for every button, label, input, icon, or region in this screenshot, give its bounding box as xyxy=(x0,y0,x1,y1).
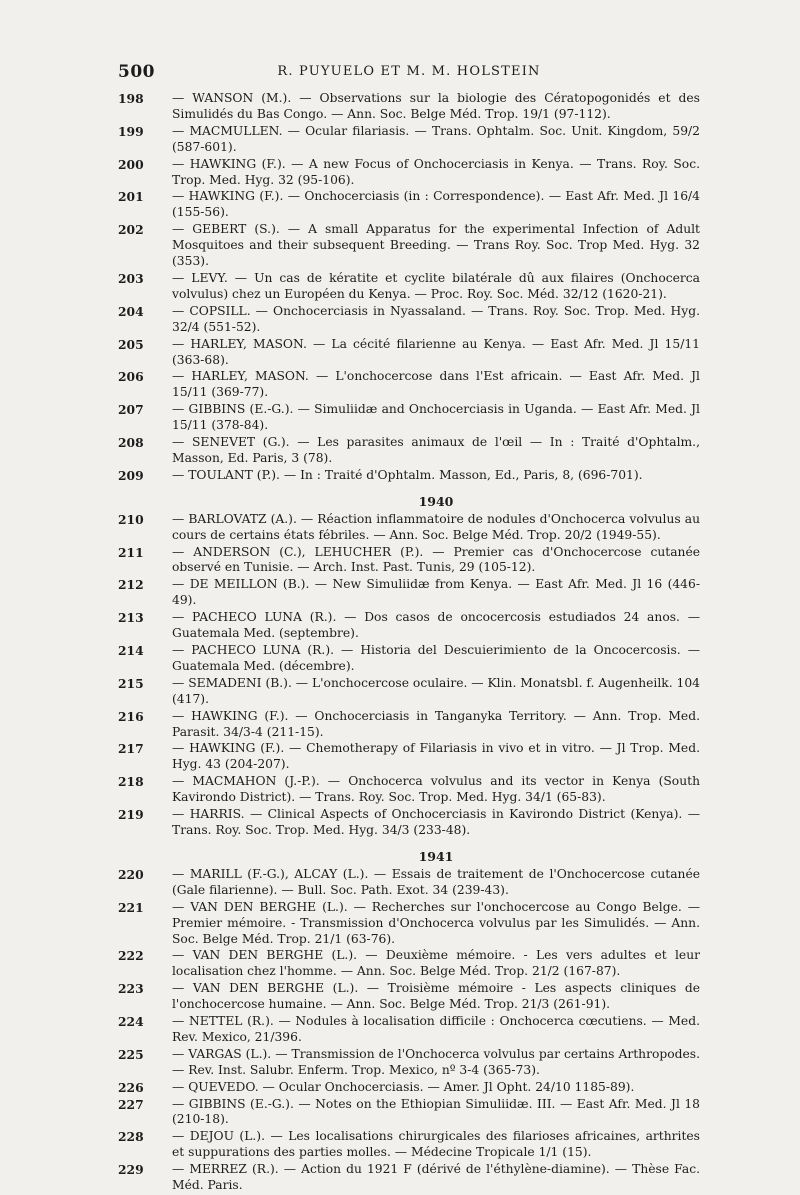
entry-text: — QUEVEDO. — Ocular Onchocerciasis. — Amer. Jl Opht. 24/10 1185-89). xyxy=(172,1079,635,1094)
bibliography-entry xyxy=(118,124,700,156)
entry-text: — DEJOU (L.). — Les localisations chirurgicales des filarioses africaines, arthrites et suppurations des parties molles. — Médecine Tropicale 1/1 (15). xyxy=(172,1129,700,1160)
entry-number: 205 xyxy=(118,336,144,352)
entry-text: — HAWKING (F.). — Onchocerciasis in Tanganyka Territory. — Ann. Trop. Med. Parasit. 34/3-4 (211-15). xyxy=(172,708,700,739)
entry-text: — VAN DEN BERGHE (L.). — Deuxième mémoire. - Les vers adultes et leur localisation chez l'homme. — Ann. Soc. Belge Méd. Trop. 21/2 (167-87). xyxy=(172,948,700,979)
bibliography-entry xyxy=(118,222,700,270)
page-header xyxy=(118,62,700,84)
entry-number: 208 xyxy=(118,435,144,451)
bibliography-entry xyxy=(118,900,700,948)
bibliography-entry xyxy=(118,189,700,221)
entry-text: — HARLEY, MASON. — La cécité filarienne au Kenya. — East Afr. Med. Jl 15/11 (363-68). xyxy=(172,336,700,367)
entry-text: — HARRIS. — Clinical Aspects of Onchocerciasis in Kavirondo District (Kenya). — Trans. Roy. Soc. Trop. Med. Hyg. 34/3 (233-48). xyxy=(172,807,700,837)
entry-number: 222 xyxy=(118,948,144,964)
bibliography-entry xyxy=(118,741,700,773)
entry-number: 207 xyxy=(118,402,144,418)
bibliography-entry xyxy=(118,577,700,609)
entry-text: — LEVY. — Un cas de kératite et cyclite bilatérale dû aux filaires (Onchocerca volvulus) chez un Européen du Kenya. — Proc. Roy. Soc. Méd. 32/12 (1620-21). xyxy=(172,270,700,301)
bibliography-entry xyxy=(118,948,700,980)
bibliography-entry xyxy=(118,807,700,839)
entry-number: 215 xyxy=(118,675,144,691)
entry-number: 211 xyxy=(118,544,144,560)
bibliography-entry xyxy=(118,1162,700,1194)
year-heading: 1941 xyxy=(418,848,454,864)
entry-text: — HAWKING (F.). — A new Focus of Onchocerciasis in Kenya. — Trans. Roy. Soc. Trop. Med. Hyg. 32 (95-106). xyxy=(172,156,700,187)
bibliography-entry xyxy=(118,91,700,123)
entry-text: — TOULANT (P.). — In : Traité d'Ophtalm. Masson, Ed., Paris, 8, (696-701). xyxy=(172,467,643,482)
entry-text: — GIBBINS (E.-G.). — Simuliidæ and Onchocerciasis in Uganda. — East Afr. Med. Jl 15/11 (378-84). xyxy=(172,402,700,433)
bibliography-entry xyxy=(118,304,700,336)
entry-number: 212 xyxy=(118,577,144,593)
entry-text: — ANDERSON (C.), LEHUCHER (P.). — Premier cas d'Onchocercose cutanée observé en Tunisie. — Arch. Inst. Past. Tunis, 29 (105-12). xyxy=(172,544,700,575)
entry-text: — MACMAHON (J.-P.). — Onchocerca volvulus and its vector in Kenya (South Kavirondo District). — Trans. Roy. Soc. Trop. Med. Hyg. 34/1 (65-83). xyxy=(172,774,700,805)
bibliography-entry xyxy=(118,369,700,401)
entry-number: 198 xyxy=(118,91,144,106)
entry-text: — HAWKING (F.). — Onchocerciasis (in : Correspondence). — East Afr. Med. Jl 16/4 (155-56). xyxy=(172,189,700,220)
entry-text: — MERREZ (R.). — Action du 1921 F (dérivé de l'éthylène-diamine). — Thèse Fac. Méd. Paris. xyxy=(172,1162,700,1193)
entry-number: 229 xyxy=(118,1162,144,1178)
entry-number: 221 xyxy=(118,899,144,915)
bibliography-entry xyxy=(118,643,700,675)
bibliography-entry xyxy=(118,676,700,708)
entry-number: 218 xyxy=(118,774,144,790)
running-head: R. PUYUELO ET M. M. HOLSTEIN xyxy=(277,64,541,79)
bibliography-entry xyxy=(118,435,700,467)
bibliography-entry xyxy=(118,1080,700,1096)
bibliography-entry xyxy=(118,512,700,544)
entry-text: — BARLOVATZ (A.). — Réaction inflammatoire de nodules d'Onchocerca volvulus au cours de certains états fébriles. — Ann. Soc. Belge Méd. Trop. 20/2 (1949-55). xyxy=(172,511,700,542)
entry-number: 220 xyxy=(118,866,144,882)
entry-text: — GEBERT (S.). — A small Apparatus for the experimental Infection of Adult Mosquitoes and their subsequent Breeding. — Trans Roy. Soc. Trop Med. Hyg. 32 (353). xyxy=(172,222,700,269)
entry-number: 214 xyxy=(118,643,144,658)
entry-number: 219 xyxy=(118,807,144,823)
bibliography-entry xyxy=(118,545,700,577)
entry-number: 206 xyxy=(118,369,144,385)
entry-text: — VARGAS (L.). — Transmission de l'Onchocerca volvulus par certains Arthropodes. — Rev. Inst. Salubr. Enferm. Trop. Mexico, nº 3-4 (365-73). xyxy=(172,1046,700,1077)
entry-number: 216 xyxy=(118,708,144,724)
entry-text: — SEMADENI (B.). — L'onchocercose oculaire. — Klin. Monatsbl. f. Augenheilk. 104 (417). xyxy=(172,675,701,706)
entry-number: 223 xyxy=(118,981,144,997)
entry-text: — DE MEILLON (B.). — New Simuliidæ from Kenya. — East Afr. Med. Jl 16 (446-49). xyxy=(172,577,700,608)
bibliography-entry xyxy=(118,1097,700,1129)
entry-number: 204 xyxy=(118,303,144,319)
entry-text: — VAN DEN BERGHE (L.). — Troisième mémoire - Les aspects cliniques de l'onchocercose humaine. — Ann. Soc. Belge Méd. Trop. 21/3 (261-91). xyxy=(172,981,700,1012)
year-heading: 1940 xyxy=(418,493,454,509)
entry-text: — HARLEY, MASON. — L'onchocercose dans l'Est africain. — East Afr. Med. Jl 15/11 (369-77). xyxy=(172,369,700,400)
bibliography-entry xyxy=(118,1129,700,1161)
entry-text: — SENEVET (G.). — Les parasites animaux de l'œil — In : Traité d'Ophtalm., Masson, Ed. Paris, 3 (78). xyxy=(172,435,700,465)
entry-number: 209 xyxy=(118,467,144,483)
entry-number: 202 xyxy=(118,222,144,238)
bibliography-entry xyxy=(118,774,700,806)
entry-text: — HAWKING (F.). — Chemotherapy of Filariasis in vivo et in vitro. — Jl Trop. Med. Hyg. 43 (204-207). xyxy=(172,741,700,772)
entry-number: 224 xyxy=(118,1014,144,1030)
bibliography-entry xyxy=(118,610,700,642)
entry-text: — WANSON (M.). — Observations sur la biologie des Cératopogonidés et des Simulidés du Bas Congo. — Ann. Soc. Belge Méd. Trop. 19/1 (97-112). xyxy=(172,91,700,121)
bibliography-list xyxy=(118,91,700,1195)
entry-text: — PACHECO LUNA (R.). — Historia del Descuierimiento de la Oncocercosis. — Guatemala Med. (décembre). xyxy=(172,643,700,673)
bibliography-entry xyxy=(118,157,700,189)
entry-number: 210 xyxy=(118,511,144,527)
bibliography-entry xyxy=(118,337,700,369)
entry-text: — GIBBINS (E.-G.). — Notes on the Ethiopian Simuliidæ. III. — East Afr. Med. Jl 18 (210-18). xyxy=(172,1096,700,1127)
bibliography-entry xyxy=(118,468,700,484)
entry-text: — VAN DEN BERGHE (L.). — Recherches sur l'onchocercose au Congo Belge. — Premier mémoire. - Transmission d'Onchocerca volvulus par les Simulidés. — Ann. Soc. Belge Méd. Trop. 21/1 (63-76). xyxy=(172,899,700,946)
entry-number: 213 xyxy=(118,610,144,626)
entry-text: — MARILL (F.-G.), ALCAY (L.). — Essais de traitement de l'Onchocercose cutanée (Gale filarienne). — Bull. Soc. Path. Exot. 34 (239-43). xyxy=(172,866,700,897)
entry-text: — NETTEL (R.). — Nodules à localisation difficile : Onchocerca cœcutiens. — Med. Rev. Mexico, 21/396. xyxy=(172,1014,700,1044)
bibliography-entry xyxy=(118,1014,700,1046)
entry-number: 228 xyxy=(118,1129,144,1145)
entry-number: 227 xyxy=(118,1096,144,1112)
entry-number: 226 xyxy=(118,1079,144,1095)
entry-text: — COPSILL. — Onchocerciasis in Nyassaland. — Trans. Roy. Soc. Trop. Med. Hyg. 32/4 (551-52). xyxy=(172,303,700,334)
entry-number: 225 xyxy=(118,1046,144,1062)
entry-number: 203 xyxy=(118,270,144,286)
page-number: 500 xyxy=(118,62,155,82)
entry-number: 217 xyxy=(118,741,144,757)
bibliography-entry xyxy=(118,867,700,899)
entry-text: — PACHECO LUNA (R.). — Dos casos de oncocercosis estudiados 24 anos. — Guatemala Med. (septembre). xyxy=(172,610,700,641)
bibliography-entry xyxy=(118,981,700,1013)
bibliography-entry xyxy=(118,271,700,303)
entry-text: — MACMULLEN. — Ocular filariasis. — Trans. Ophtalm. Soc. Unit. Kingdom, 59/2 (587-601). xyxy=(172,123,700,154)
bibliography-entry xyxy=(118,709,700,741)
bibliography-entry xyxy=(118,402,700,434)
entry-number: 201 xyxy=(118,189,144,205)
bibliography-entry xyxy=(118,1047,700,1079)
entry-number: 200 xyxy=(118,156,144,172)
entry-number: 199 xyxy=(118,123,144,139)
